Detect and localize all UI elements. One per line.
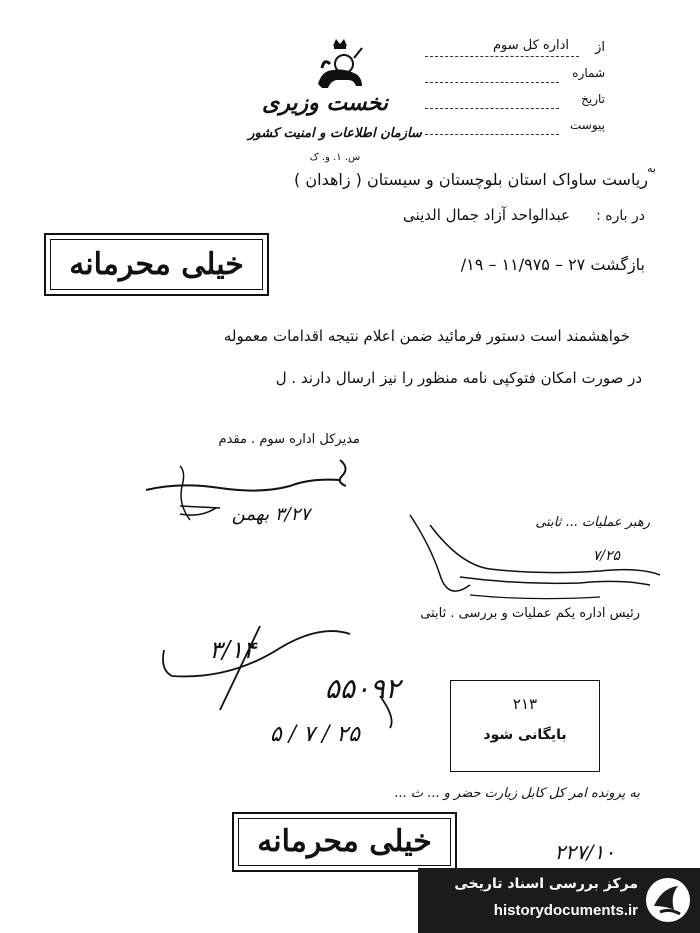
body-line-2: در صورت امکان فتوکپی نامه منظور را نیز ارسال دارند . ل bbox=[275, 369, 642, 387]
field-value-line bbox=[425, 56, 579, 57]
office-title: نخست وزیری bbox=[262, 90, 388, 116]
section-head-title: رئیس اداره یکم عملیات و بررسی . ثابتی bbox=[420, 606, 640, 621]
handwritten-note-top: رهبر عملیات ... ثابتی bbox=[535, 515, 650, 530]
section-signature-scribble bbox=[400, 505, 670, 615]
recipient-line: ریاست ساواک استان بلوچستان و سیستان ( زاهدان ) bbox=[294, 170, 648, 189]
recipient-prefix: به bbox=[647, 162, 656, 175]
stamp-text: خیلی محرمانه bbox=[69, 247, 244, 282]
handwritten-ref: ۵۵۰۹۲ bbox=[324, 672, 400, 705]
director-signature-title: مدیرکل اداره سوم . مقدم bbox=[218, 432, 360, 447]
subject-value: عبدالواحد آزاد جمال الدینی bbox=[403, 206, 570, 224]
reference-line: بازگشت ۲۷ – ۱۱/۹۷۵ – ۱۹/ bbox=[460, 255, 645, 274]
lion-sun-emblem-icon bbox=[300, 34, 380, 96]
field-value: اداره کل سوم bbox=[492, 38, 569, 53]
handwritten-number: ۳/۱۴ bbox=[209, 636, 256, 664]
archive-website: historydocuments.ir bbox=[493, 902, 638, 919]
handwritten-note-date: ۷/۲۵ bbox=[592, 548, 620, 564]
field-label: تاریخ bbox=[581, 92, 605, 106]
field-date bbox=[425, 90, 605, 116]
classification-stamp-bottom bbox=[232, 812, 457, 872]
body-line-1: خواهشمند است دستور فرمائید ضمن اعلام نتیجه اقدامات معموله bbox=[223, 327, 630, 345]
archive-label: بایگانی شود bbox=[483, 727, 567, 743]
handwritten-bottom-number: ۲۲۷/۱۰ bbox=[554, 840, 615, 864]
book-logo-icon bbox=[644, 876, 692, 924]
field-label: از bbox=[595, 40, 605, 55]
archive-number: ۲۱۳ bbox=[512, 695, 538, 713]
header-fields bbox=[425, 38, 605, 142]
letterhead-emblem bbox=[300, 34, 380, 96]
director-signature-date: ۳/۲۷ بهمن bbox=[231, 504, 310, 525]
field-attachment bbox=[425, 116, 605, 142]
stamp-text: خیلی محرمانه bbox=[257, 824, 432, 859]
field-label: پیوست bbox=[570, 118, 605, 132]
field-number bbox=[425, 64, 605, 90]
handwritten-date: ۲۵ / ۷ / ۵ bbox=[269, 722, 360, 747]
archive-logo-bar bbox=[418, 868, 700, 933]
agency-code: س. ۱. و. ک bbox=[309, 152, 361, 163]
agency-name: سازمان اطلاعات و امنیت کشور bbox=[248, 126, 422, 141]
archive-logo-icon bbox=[644, 876, 692, 924]
field-value-line bbox=[425, 82, 559, 83]
archive-stamp bbox=[450, 680, 600, 772]
subject-label: در باره : bbox=[596, 208, 645, 224]
field-value-line bbox=[425, 134, 559, 135]
field-label: شماره bbox=[572, 66, 605, 80]
handwritten-bottom-note: به پرونده امر کل کابل زیارت حضر و ... ث ... bbox=[394, 786, 640, 801]
archive-center-name: مرکز بررسی اسناد تاریخی bbox=[454, 876, 638, 892]
classification-stamp-top bbox=[44, 233, 269, 296]
signature-scribble-icon bbox=[400, 505, 670, 615]
field-value-line bbox=[425, 108, 559, 109]
field-from bbox=[425, 38, 605, 64]
